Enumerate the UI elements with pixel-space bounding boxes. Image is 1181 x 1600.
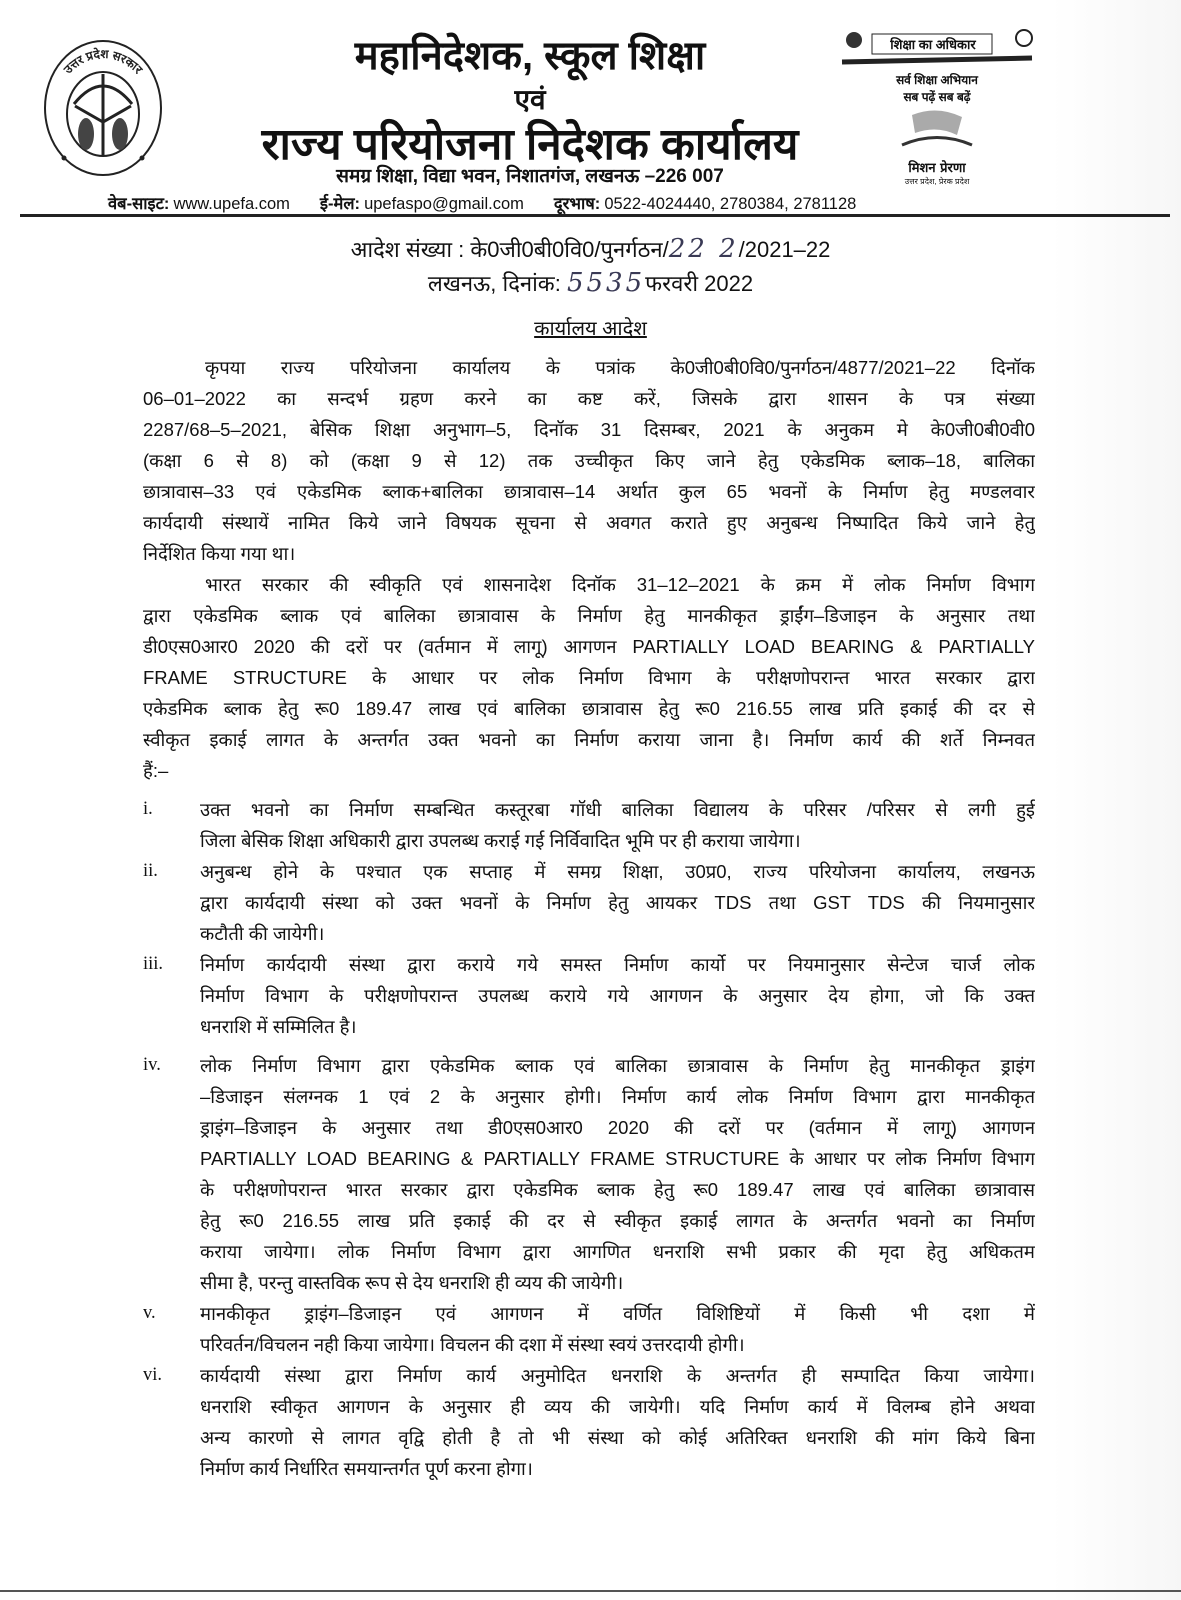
paragraph-line: कृपया राज्य परियोजना कार्यालय के पत्रांक के0जी0बी0वि0/पुनर्गठन/4877/2021–22 दिनॉक	[205, 357, 1035, 378]
order-number-handwritten: 22 2	[668, 234, 739, 264]
paragraph-line: (कक्षा 6 से 8) को (कक्षा 9 से 12) तक उच्चीकृत किए जाने हेतु एकेडमिक ब्लाक–18, बालिका	[143, 450, 1035, 471]
condition-line: PARTIALLY LOAD BEARING & PARTIALLY FRAME STRUCTURE के आधार पर लोक निर्माण विभाग	[200, 1148, 1035, 1169]
office-title-line1: महानिदेशक, स्कूल शिक्षा	[354, 34, 706, 78]
office-address: समग्र शिक्षा, विद्या भवन, निशातगंज, लखनऊ –226 007	[336, 166, 724, 187]
condition-item	[143, 949, 1035, 1042]
condition-line: निर्माण कार्यदायी संस्था द्वारा कराये गये समस्त निर्माण कार्यो पर नियमानुसार सेन्टेज चार्ज लोक	[200, 954, 1035, 975]
open-book-icon	[897, 105, 977, 155]
date-suffix: फरवरी 2022	[645, 271, 754, 296]
paragraph	[143, 352, 1035, 569]
ssa-line2: सब पढ़ें सब बढ़ें	[903, 90, 971, 104]
paragraph-line: FRAME STRUCTURE के आधार पर लोक निर्माण विभाग के परीक्षणोपरान्त भारत सरकार द्वारा	[143, 667, 1035, 688]
condition-line: –डिजाइन संलग्नक 1 एवं 2 के अनुसार होगी। निर्माण कार्य लोक निर्माण विभाग द्वारा मानकीकृत	[200, 1086, 1035, 1107]
condition-line: कार्यदायी संस्था द्वारा निर्माण कार्य अनुमोदित धनराशि के अन्तर्गत ही सम्पादित किया जायेगा।	[200, 1365, 1035, 1386]
condition-marker: vi.	[143, 1365, 163, 1385]
website	[108, 191, 290, 214]
order-number-suffix: /2021–22	[738, 237, 831, 262]
up-government-emblem	[42, 38, 164, 178]
header-divider	[20, 214, 1170, 217]
order-date	[0, 268, 1181, 298]
office-title-line2: राज्य परियोजना निदेशक कार्यालय	[261, 120, 799, 169]
email	[320, 191, 524, 214]
ssa-line1: सर्व शिक्षा अभियान	[896, 73, 978, 87]
email-label: ई-मेल:	[319, 195, 361, 213]
condition-item	[143, 1050, 1035, 1298]
condition-item	[143, 856, 1035, 949]
condition-line: लोक निर्माण विभाग द्वारा एकेडमिक ब्लाक एवं बालिका छात्रावास के निर्माण हेतु मानकीकृत ड्राइंग	[200, 1055, 1035, 1076]
date-handwritten: 5535	[566, 268, 646, 298]
mission-prerna: मिशन प्रेरणा	[908, 161, 966, 176]
phone-label: दूरभाष:	[553, 195, 601, 213]
condition-line: अन्य कारणो से लागत वृद्वि होती है तो भी संस्था को कोई अतिरिक्त धनराशि की मांग किये बिना	[200, 1427, 1035, 1448]
condition-line: धनराशि स्वीकृत आगणन के अनुसार ही व्यय की जायेगी। यदि निर्माण कार्य में विलम्ब होने अथवा	[200, 1396, 1035, 1417]
paragraph-line: द्वारा एकेडमिक ब्लाक एवं बालिका छात्रावास के निर्माण हेतु मानकीकृत ड्राईंग–डिजाइन के अनुसार तथा	[143, 605, 1035, 626]
condition-item	[143, 1360, 1035, 1484]
condition-line: धनराशि में सम्मिलित है।	[200, 1016, 357, 1037]
order-number-prefix: आदेश संख्या : के0जी0बी0वि0/पुनर्गठन/	[350, 237, 669, 262]
paragraph-line: डी0एस0आर0 2020 की दरों पर (वर्तमान में लागू) आगणन PARTIALLY LOAD BEARING & PARTIALLY	[143, 636, 1035, 657]
conditions-list	[143, 794, 1035, 1484]
condition-line: ड्राइंग–डिजाइन के अनुसार तथा डी0एस0आर0 2020 की दरों पर (वर्तमान में लागू) आगणन	[200, 1117, 1035, 1138]
condition-line: कटौती की जायेगी।	[200, 923, 325, 944]
paragraph-line: छात्रावास–33 एवं एकेडमिक ब्लाक+बालिका छात्रावास–14 अर्थात कुल 65 भवनों के निर्माण हेतु मण्डलवार	[143, 481, 1035, 502]
paragraph-line: 06–01–2022 का सन्दर्भ ग्रहण करने का कष्ट करें, जिसके द्वारा शासन के पत्र संख्या	[143, 388, 1035, 409]
condition-marker: i.	[143, 799, 153, 819]
phone	[554, 191, 856, 214]
office-title-and: एवं	[514, 84, 546, 115]
condition-line: के परीक्षणोपरान्त भारत सरकार द्वारा एकेडमिक ब्लाक हेतु रू0 189.47 लाख एवं बालिका छात्रावास	[200, 1179, 1035, 1200]
order-heading	[0, 314, 1181, 341]
paragraph-line: हैं:–	[143, 760, 169, 781]
condition-marker: v.	[143, 1303, 156, 1323]
paragraph	[143, 569, 1035, 786]
website-label: वेब-साइट:	[108, 195, 170, 213]
paragraph-line: भारत सरकार की स्वीकृति एवं शासनादेश दिनॉक 31–12–2021 के क्रम में लोक निर्माण विभाग	[205, 574, 1035, 595]
condition-line: हेतु रू0 216.55 लाख प्रति इकाई की दर से स्वीकृत इकाई लागत के अन्तर्गत भवनो का निर्माण	[200, 1210, 1035, 1231]
rte-tagline: शिक्षा का अधिकार	[890, 37, 976, 52]
condition-line: अनुबन्ध होने के पश्चात एक सप्ताह में समग्र शिक्षा, उ0प्र0, राज्य परियोजना कार्यालय, लखनऊ	[200, 861, 1035, 882]
page-bottom-edge	[0, 1590, 1181, 1592]
condition-line: जिला बेसिक शिक्षा अधिकारी द्वारा उपलब्ध कराई गई निर्विवादित भूमि पर ही कराया जायेगा।	[200, 830, 801, 851]
mission-prerna-sub: उत्तर प्रदेश, प्रेरक प्रदेश	[904, 177, 970, 186]
condition-marker: iv.	[143, 1055, 161, 1075]
condition-line: निर्माण कार्य निर्धारित समयान्तर्गत पूर्ण करना होगा।	[200, 1458, 533, 1479]
order-number	[0, 234, 1181, 264]
condition-marker: iii.	[143, 954, 164, 974]
condition-marker: ii.	[143, 861, 158, 881]
date-prefix: लखनऊ, दिनांक:	[427, 271, 561, 296]
condition-line: निर्माण विभाग के परीक्षणोपरान्त उपलब्ध कराये गये आगणन के अनुसार देय होगा, जो कि उक्त	[200, 985, 1035, 1006]
condition-line: मानकीकृत ड्राइंग–डिजाइन एवं आगणन में वर्णित विशिष्टियों में किसी भी दशा में	[200, 1303, 1035, 1324]
condition-line: उक्त भवनो का निर्माण सम्बन्धित कस्तूरबा गॉधी बालिका विद्यालय के परिसर /परिसर से लगी हुई	[200, 799, 1035, 820]
condition-item	[143, 1298, 1035, 1360]
paragraph-line: स्वीकृत इकाई लागत के अन्तर्गत उक्त भवनो का निर्माण कराया जाना है। निर्माण कार्य की शर्ते निम्नवत	[143, 729, 1035, 750]
phone-value: 0522-4024440, 2780384, 2781128	[604, 195, 857, 213]
website-value: www.upefa.com	[173, 195, 290, 213]
condition-line: कराया जायेगा। लोक निर्माण विभाग द्वारा आगणित धनराशि सभी प्रकार की मृदा हेतु अधिकतम	[200, 1241, 1035, 1262]
condition-line: द्वारा कार्यदायी संस्था को उक्त भवनों के निर्माण हेतु आयकर TDS तथा GST TDS की नियमानुसार	[200, 892, 1035, 913]
order-body	[143, 352, 1035, 1484]
email-value: upefaspo@gmail.com	[364, 195, 524, 213]
paragraph-line: 2287/68–5–2021, बेसिक शिक्षा अनुभाग–5, दिनॉक 31 दिसम्बर, 2021 के अनुकम मे के0जी0बी0वी0	[143, 419, 1035, 440]
emblem-text-path: उत्तर प्रदेश सरकार	[60, 46, 146, 77]
paragraph-line: कार्यदायी संस्थायें नामित किये जाने विषयक सूचना से अवगत कराते हुए अनुबन्ध निष्पादित किये जाने हेतु	[143, 512, 1035, 533]
condition-line: परिवर्तन/विचलन नही किया जायेगा। विचलन की दशा में संस्था स्वयं उत्तरदायी होगी।	[200, 1334, 745, 1355]
paragraph-line: निर्देशित किया गया था।	[143, 543, 296, 564]
sarva-shiksha-abhiyan-logo	[832, 28, 1042, 208]
condition-item	[143, 794, 1035, 856]
paragraph-line: एकेडमिक ब्लाक हेतु रू0 189.47 लाख एवं बालिका छात्रावास हेतु रू0 216.55 लाख प्रति इकाई की दर से	[143, 698, 1035, 719]
condition-line: सीमा है, परन्तु वास्तविक रूप से देय धनराशि ही व्यय की जायेगी।	[200, 1272, 624, 1293]
order-heading-text: कार्यालय आदेश	[534, 318, 647, 340]
